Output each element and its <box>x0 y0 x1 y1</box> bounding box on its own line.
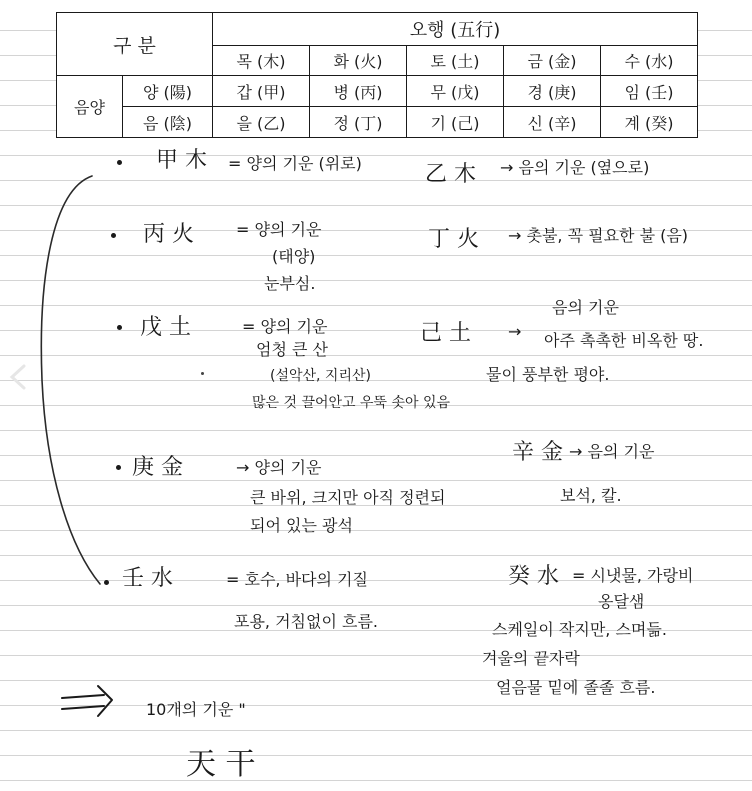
stray-dot <box>201 372 204 375</box>
gye-desc-5: 얼음물 밑에 졸졸 흐름. <box>496 678 656 697</box>
gap-hanja: 甲 木 <box>156 148 207 173</box>
table-cell: 정 (丁) <box>310 107 407 138</box>
im-desc-1: = 호수, 바다의 기질 <box>226 570 368 589</box>
eul-hanja: 乙 木 <box>425 162 476 187</box>
byeong-desc-1: = 양의 기운 <box>236 220 322 239</box>
gi-arrow: → <box>508 322 522 341</box>
byeong-hanja: 丙 火 <box>143 222 194 247</box>
table-cell: 병 (丙) <box>310 76 407 107</box>
corner-label-text: 구 분 <box>113 34 156 57</box>
table-title: 오행 (五行) <box>213 13 698 46</box>
mu-hanja: 戊 土 <box>140 315 191 340</box>
bullet-dot <box>111 233 116 238</box>
gi-desc-2: 아주 촉촉한 비옥한 땅. <box>544 331 704 350</box>
jeong-hanja: 丁 火 <box>428 227 479 252</box>
jeong-desc: → 촛불, 꼭 필요한 불 (음) <box>508 226 689 245</box>
gi-desc-1: 음의 기운 <box>552 298 619 317</box>
bullet-dot <box>117 160 122 165</box>
table-cell: 경 (庚) <box>504 76 601 107</box>
sin-desc-2: 보석, 칼. <box>560 486 622 505</box>
row-label-eum: 음 (陰) <box>123 107 213 138</box>
element-header-wood: 목 (木) <box>213 46 310 76</box>
bullet-dot <box>104 580 109 585</box>
table-cell: 무 (戊) <box>407 76 504 107</box>
gi-desc-3: 물이 풍부한 평야. <box>486 365 610 384</box>
gye-desc-1: = 시냇물, 가랑비 <box>572 566 694 585</box>
sin-hanja: 辛 金 <box>512 440 563 465</box>
table-cell: 을 (乙) <box>213 107 310 138</box>
mu-desc-3: (설악산, 지리산) <box>270 368 371 384</box>
gyeong-desc-2: 큰 바위, 크지만 아직 정련되 <box>250 488 446 507</box>
gye-desc-2: 옹달샘 <box>598 592 645 611</box>
table-cell: 기 (己) <box>407 107 504 138</box>
table-cell: 계 (癸) <box>601 107 698 138</box>
im-desc-2: 포용, 거침없이 흐름. <box>234 612 378 631</box>
byeong-desc-2: (태양) <box>272 247 316 266</box>
element-header-water: 수 (水) <box>601 46 698 76</box>
im-hanja: 壬 水 <box>122 566 173 591</box>
summary-line-1: 10개의 기운 " <box>146 700 246 719</box>
gyeong-hanja: 庚 金 <box>132 455 183 480</box>
eul-desc: → 음의 기운 (옆으로) <box>500 158 650 177</box>
element-header-earth: 토 (土) <box>407 46 504 76</box>
element-header-fire: 화 (火) <box>310 46 407 76</box>
gye-desc-4: 겨울의 끝자락 <box>482 649 580 668</box>
gye-hanja: 癸 水 <box>508 564 559 589</box>
table-cell: 갑 (甲) <box>213 76 310 107</box>
row-label-yang: 양 (陽) <box>123 76 213 107</box>
summary-line-2: 天 干 <box>186 747 256 782</box>
table-cell: 신 (辛) <box>504 107 601 138</box>
gi-hanja: 己 土 <box>420 321 471 346</box>
mu-desc-2: 엄청 큰 산 <box>256 340 328 359</box>
chevron-left-icon[interactable] <box>4 362 34 392</box>
gyeong-desc-1: → 양의 기운 <box>236 458 322 477</box>
table-cell: 임 (壬) <box>601 76 698 107</box>
gap-desc: = 양의 기운 (위로) <box>228 154 362 173</box>
gyeong-desc-3: 되어 있는 광석 <box>250 516 353 535</box>
element-header-metal: 금 (金) <box>504 46 601 76</box>
bullet-dot <box>117 325 122 330</box>
sin-desc-1: → 음의 기운 <box>569 442 655 461</box>
summary-arrow-icon <box>62 686 112 716</box>
bullet-dot <box>116 465 121 470</box>
byeong-desc-3: 눈부심. <box>264 274 316 293</box>
row-group-label: 음양 <box>57 76 123 138</box>
mu-desc-1: = 양의 기운 <box>242 317 328 336</box>
mu-desc-4: 많은 것 끌어안고 우뚝 솟아 있음 <box>252 395 451 411</box>
gye-desc-3: 스케일이 작지만, 스며듦. <box>492 620 667 639</box>
